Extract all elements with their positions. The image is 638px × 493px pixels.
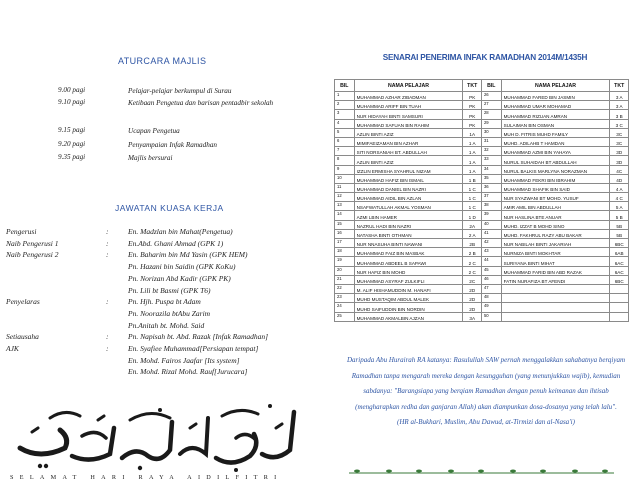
table-row [335,275,629,284]
name-cell: MUHAMMAD HAFIZ BIN ISMAIL [354,174,463,183]
bil-cell: 43 [481,248,501,257]
bil-cell: 5 [335,128,355,137]
bil-cell: 11 [335,183,355,192]
committee-role: AJK [6,344,19,353]
name-cell: FATIN NURAFIZA BT AFENDI [501,275,610,284]
committee-name: En. Baharim bin Md Yasin (GPK HEM) [128,250,248,260]
table-row [335,248,629,257]
name-cell [501,312,610,321]
bil-cell: 10 [335,174,355,183]
committee-name: En. Mohd. Rizal Mohd. Rauf[Jurucara] [128,367,248,377]
tkt-cell: 2B [463,239,482,248]
committee-title: JAWATAN KUASA KERJA [115,203,224,213]
tkt-cell: 3A [463,312,482,321]
bil-cell: 3 [335,110,355,119]
name-cell: NSAFWATULLAH AKMAL YOSMAN [354,202,463,211]
tkt-cell: 2A [463,220,482,229]
name-cell: MUHAMMAD FEKRI BIN IBRAHIM [501,174,610,183]
bil-cell: 7 [335,147,355,156]
tkt-cell: 2D [463,303,482,312]
table-row [335,211,629,220]
header-nama-2: NAMA PELAJAR [501,80,610,92]
tkt-cell: PK [463,92,482,101]
bil-cell: 2 [335,101,355,110]
committee-name: Pn.Anitah bt. Mohd. Said [128,320,205,330]
name-cell: MUHD. IZZAT B MOHD SINO [501,220,610,229]
name-cell: AMIR AMIL BIN ABDULLAH [501,202,610,211]
table-row [335,257,629,266]
tkt-cell: 1 D [463,211,482,220]
hadith-reference: (HR al-Bukhari, Muslim, Abu Dawud, at-Tirmizi dan al-Nasa'i) [397,418,575,427]
schedule-time: 9.35 pagi [58,153,86,161]
name-cell: MUH D. FITRIS MUHD FAMILY [501,128,610,137]
name-cell: MUHAMMAD ABDEEL B SAPAWI [354,257,463,266]
bil-cell: 38 [481,202,501,211]
name-cell: MUHD SAIFUDDIN BIN NORDIN [354,303,463,312]
tkt-cell: 2 C [463,257,482,266]
bil-cell: 28 [481,110,501,119]
bil-cell: 24 [335,303,355,312]
committee-colon: : [106,344,109,353]
name-cell: MIMIFAEIZAMAN BIN AZHAR [354,137,463,146]
tkt-cell: 3D [610,156,629,165]
committee-name: Pn. Napisah bt. Abd. Razak [Infak Ramadhan] [128,332,269,342]
tkt-cell: 1 C [463,193,482,202]
name-cell: MUHD. FAKHRUL RAZY ABU BAKAR [501,229,610,238]
name-cell: MUHAMMAD SAFUAN BIN RAHIM [354,119,463,128]
bil-cell: 49 [481,303,501,312]
bil-cell: 33 [481,156,501,165]
bil-cell: 32 [481,147,501,156]
name-cell: NAZRUL HADI BIN NAZRI [354,220,463,229]
bil-cell: 22 [335,284,355,293]
committee-name: Pn. Norizan Abd Kadir (GPK PK) [128,273,231,283]
committee-colon: : [106,227,109,236]
table-row [335,229,629,238]
aturcara-title: ATURCARA MAJLIS [118,56,207,66]
name-cell: NURNIZA BINTI MOKHTAR [501,248,610,257]
bil-cell: 17 [335,239,355,248]
tkt-cell: 2D [463,284,482,293]
committee-role: Naib Pengerusi 1 [6,238,59,248]
tkt-cell: PK [463,119,482,128]
name-cell: M. ALIF HISHAMUDDIN M. HANAFI [354,284,463,293]
schedule-activity: Majlis bersurai [128,154,173,162]
recipient-table [334,79,629,322]
tkt-cell: PK [463,101,482,110]
bil-cell: 21 [335,275,355,284]
tkt-cell: 3 A [610,92,629,101]
name-cell: IZZLIN ERMISHA SYAHRUL NIZAM [354,165,463,174]
table-row [335,239,629,248]
name-cell: MUHD. ADILAHB T HAMDAN [501,137,610,146]
hadith-body: Daripada Abu Hurairah RA katanya: Rasulullah SAW pernah menggalakkan sahabatnya berqiyam Ramadhan tanpa mengarah mereka dengan kesungguhan (yang menunjukkan wajib), kemudian sabdanya: "Barangsiapa yang berqiam Ramadhan dengan penuh keimanan dan ihtisab (mengharapkan redha dan ganjaran Allah) akan diampunkan dosa-dosanya yang telah lalu". [346,356,626,411]
bil-cell: 47 [481,284,501,293]
bil-cell: 40 [481,220,501,229]
name-cell: MUHAMMAD AIDIL BIN AZLAN [354,193,463,202]
tkt-cell: 6BC [610,239,629,248]
tkt-cell: 2 B [463,248,482,257]
committee-colon: : [106,250,109,260]
bil-cell: 27 [481,101,501,110]
bil-cell: 34 [481,165,501,174]
tkt-cell: 4D [610,174,629,183]
table-row [335,202,629,211]
name-cell: NURUL SUHAIDAH BT ABDULLAH [501,156,610,165]
bil-cell: 48 [481,294,501,303]
table-row [335,101,629,110]
table-row [335,137,629,146]
tkt-cell: 2C [463,275,482,284]
bil-cell: 20 [335,266,355,275]
committee-name: En. Mohd. Fairos Jaafar [Its system] [128,355,240,365]
bil-cell: 41 [481,229,501,238]
name-cell: MUHAMMAD ARIFF BIN TUAH [354,101,463,110]
bil-cell: 50 [481,312,501,321]
tkt-cell: 6AB [610,248,629,257]
tkt-cell: 3 A [610,101,629,110]
tkt-cell: 3C [610,128,629,137]
schedule-activity: Pelajar-pelajar berkumpul di Surau [128,87,232,95]
table-row [335,92,629,101]
name-cell: MUHAMMAD ASYRAF ZULKIFLI [354,275,463,284]
tkt-cell: 1 A [463,156,482,165]
bil-cell: 1 [335,92,355,101]
tkt-cell: 4C [610,165,629,174]
tkt-cell: 1 C [463,202,482,211]
bil-cell: 31 [481,137,501,146]
header-bil-2: BIL [481,80,501,92]
leaf-divider-icon [349,467,614,477]
raya-greeting: SELAMAT HARI RAYA AIDILFITRI [10,474,283,481]
table-row [335,128,629,137]
name-cell: AZLIN BINTI AZIZ [354,156,463,165]
bil-cell: 13 [335,202,355,211]
table-row [335,174,629,183]
committee-name: En. Madzlan bin Mahat(Pengetua) [128,227,233,236]
table-row [335,284,629,293]
tkt-cell [610,284,629,293]
committee-role: Setiausaha [6,332,39,342]
tkt-cell: 4 C [610,193,629,202]
name-cell: NUR HAFIZ BIN MOHD [354,266,463,275]
tkt-cell: 1 C [463,183,482,192]
table-row [335,147,629,156]
committee-role: Naib Pengerusi 2 [6,250,59,260]
recipient-list-title: SENARAI PENERIMA INFAK RAMADHAN 2014M/1435H [382,53,588,62]
schedule-time: 9.10 pagi [58,98,86,106]
name-cell: MUHAMMAD UMAR MOHAMAD [501,101,610,110]
tkt-cell: 1 A [463,147,482,156]
table-row [335,294,629,303]
schedule-time: 9.00 pagi [58,86,86,94]
name-cell: NURUL BALKIS MARLYNA NORAZMAN [501,165,610,174]
bil-cell: 46 [481,275,501,284]
name-cell: MUHAMMAD FARED BIN JASMIN [501,92,610,101]
schedule-time: 9.20 pagi [58,140,86,148]
bil-cell: 36 [481,183,501,192]
name-cell: NUR SYAZWANI BT MOHD. YUSUF [501,193,610,202]
table-row [335,312,629,321]
schedule-activity: Ucapan Pengetua [128,127,180,135]
name-cell: SULAIMAN BIN OSMAN [501,119,610,128]
tkt-cell [610,303,629,312]
name-cell: NUR HASLINA BTE ANUAR [501,211,610,220]
committee-colon: : [106,297,109,307]
table-header-row [335,80,629,92]
name-cell: MUHAMMAD AKMALBIN AJZAN [354,312,463,321]
header-tkt-2: TKT [610,80,629,92]
table-row [335,165,629,174]
tkt-cell: 1A [463,128,482,137]
bil-cell: 37 [481,193,501,202]
name-cell: MUHD MUSTAQIM ABDUL MALEK [354,294,463,303]
tkt-cell: 3 C [610,119,629,128]
bil-cell: 44 [481,257,501,266]
bil-cell: 4 [335,119,355,128]
bil-cell: 26 [481,92,501,101]
bil-cell: 35 [481,174,501,183]
bil-cell: 42 [481,239,501,248]
tkt-cell: 5 A [610,202,629,211]
table-row [335,183,629,192]
bil-cell: 12 [335,193,355,202]
tkt-cell: 6BC [610,275,629,284]
name-cell: SURIYANA BINTI MIHAT [501,257,610,266]
committee-name: En.Abd. Ghani Ahmad (GPK 1) [128,238,224,248]
tkt-cell: 6AC [610,257,629,266]
bil-cell: 14 [335,211,355,220]
name-cell: MUHAMMAD AZMI BIN YAHAYA [501,147,610,156]
header-bil-1: BIL [335,80,355,92]
committee-role: Pengerusi [6,227,37,236]
tkt-cell: 5B [610,229,629,238]
name-cell: SITI NORSANIAH BT. ABDULLAH [354,147,463,156]
name-cell: NUR NABILAH BINTI JAKARIAH [501,239,610,248]
tkt-cell: 3 B [610,110,629,119]
bil-cell: 6 [335,137,355,146]
tkt-cell [610,294,629,303]
table-row [335,266,629,275]
header-nama-1: NAMA PELAJAR [354,80,463,92]
bil-cell: 29 [481,119,501,128]
tkt-cell [610,312,629,321]
bil-cell: 9 [335,165,355,174]
committee-name: Pn. Noorazila btAbu Zarim [128,308,211,318]
tkt-cell: 3C [610,137,629,146]
committee-name: Pn. Lili bt Basmi (GPK T6) [128,285,211,295]
right-panel [319,0,638,493]
bil-cell: 30 [481,128,501,137]
bil-cell: 8 [335,156,355,165]
name-cell: AZLIN BINTI AZIZ [354,128,463,137]
table-row [335,220,629,229]
bil-cell: 23 [335,294,355,303]
bil-cell: 45 [481,266,501,275]
tkt-cell: 6AC [610,266,629,275]
name-cell: MUHAMMAD FAIZ BIN MASBAK [354,248,463,257]
name-cell: NATASHA BINTI OTHMAN [354,229,463,238]
name-cell [501,303,610,312]
name-cell: MUHAMMAD AZHAR ZIBADMAN [354,92,463,101]
bil-cell: 39 [481,211,501,220]
name-cell: NUR HIDAYAH BINTI SAMSURI [354,110,463,119]
tkt-cell: 1 B [463,174,482,183]
name-cell [501,294,610,303]
header-tkt-1: TKT [463,80,482,92]
tkt-cell: 2D [463,294,482,303]
tkt-cell: 2 C [463,266,482,275]
tkt-cell: PK [463,110,482,119]
name-cell: NUR NNASUHA BINTI NAWANI [354,239,463,248]
table-row [335,110,629,119]
table-row [335,193,629,202]
committee-name: Pn. Hjh. Puspa bt Adam [128,297,201,307]
hadith-text [341,353,631,431]
tkt-cell: 3D [610,147,629,156]
bil-cell: 16 [335,229,355,238]
tkt-cell: 4 A [610,183,629,192]
table-row [335,303,629,312]
tkt-cell: 5 B [610,211,629,220]
schedule-time: 9.15 pagi [58,126,86,134]
table-row [335,156,629,165]
bil-cell: 19 [335,257,355,266]
schedule-activity: Ketibaan Pengetua dan barisan pentadbir sekolah [128,99,274,107]
name-cell: MUHAMMAD FARID BIN ABD RAZAK [501,266,610,275]
tkt-cell: 1 A [463,137,482,146]
tkt-cell: 1 A [463,165,482,174]
committee-name: En. Syafiee Muhammad[Persiapan tempat] [128,344,259,353]
calligraphy-image [10,398,310,472]
committee-role: Penyelaras [6,297,40,307]
committee-name: Pn. Hazani bin Saidin (GPK KoKu) [128,262,236,272]
name-cell: AZMI LBIN HAMER [354,211,463,220]
bil-cell: 15 [335,220,355,229]
table-row [335,119,629,128]
name-cell [501,284,610,293]
name-cell: MUHAMMAD DANIEL BIN NAZRI [354,183,463,192]
name-cell: MUHAMMAD SHAFIK BIN SAID [501,183,610,192]
bil-cell: 18 [335,248,355,257]
name-cell: MUHAMMAD RIZUAN AMRAN [501,110,610,119]
bil-cell: 25 [335,312,355,321]
schedule-activity: Penyampaian Infak Ramadhan [128,141,218,149]
tkt-cell: 5B [610,220,629,229]
tkt-cell: 2 A [463,229,482,238]
committee-colon: : [106,332,109,342]
committee-colon: : [106,238,109,248]
